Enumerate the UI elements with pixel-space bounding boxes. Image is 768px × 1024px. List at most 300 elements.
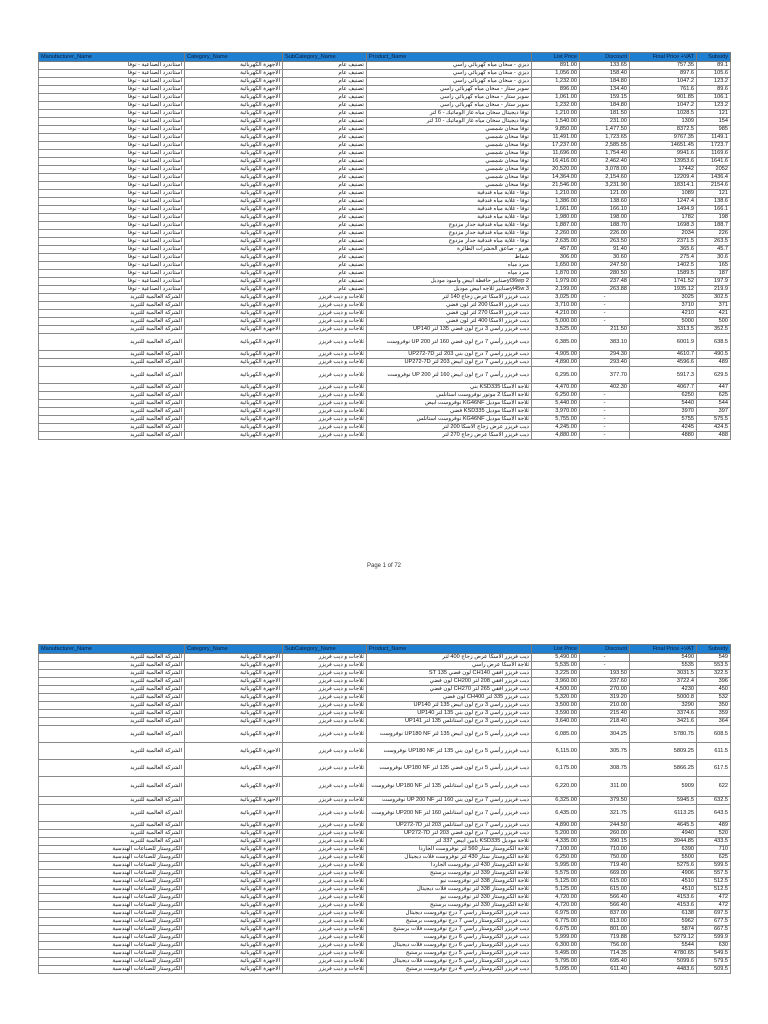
cell-manufacturer: الكتروستار للصناعات الهندسية (39, 926, 185, 934)
cell-subcategory: تصنيف عام (283, 102, 367, 110)
cell-product: توفا - غلاية مياه فندقية جدار مزدوج (367, 222, 532, 230)
cell-list-price: 4,880.00 (532, 432, 580, 440)
cell-subcategory: تصنيف عام (283, 78, 367, 86)
cell-discount: - (580, 400, 630, 408)
cell-category: الاجهزة الكهربائية (185, 118, 283, 126)
cell-manufacturer: الشركة العالمية للتبريد (39, 384, 185, 392)
cell-discount: - (580, 654, 630, 662)
cell-category: الاجهزة الكهربائية (185, 878, 283, 886)
cell-subcategory: ثلاجات و ديب فريزر (283, 838, 367, 846)
cell-discount: 188.70 (580, 222, 630, 230)
cell-subsidy: 1723.7 (697, 142, 731, 150)
cell-list-price: 1,232.00 (532, 78, 580, 86)
cell-subcategory: ثلاجات و ديب فريزر (283, 326, 367, 334)
cell-final-price: 1589.5 (630, 270, 697, 278)
cell-subsidy: 509.5 (697, 966, 731, 974)
cell-category: الاجهزة الكهربائية (185, 310, 283, 318)
cell-final-price: 4880 (630, 432, 697, 440)
cell-category: الاجهزة الكهربائية (185, 62, 283, 70)
cell-list-price: 3,590.00 (532, 710, 580, 718)
cell-category: الاجهزة الكهربائية (185, 254, 283, 262)
cell-discount: 280.50 (580, 270, 630, 278)
cell-manufacturer: الكتروستار للصناعات الهندسية (39, 846, 185, 854)
cell-subsidy: 630 (697, 942, 731, 950)
cell-product: توفا سخان شمسي (367, 126, 532, 134)
cell-product: سوبر ستار - سخان مياه كهربائي رأسي (367, 86, 532, 94)
cell-category: الاجهزة الكهربائية (185, 416, 283, 424)
cell-product: مبرد مياه (367, 262, 532, 270)
cell-list-price: 6,975.00 (532, 910, 580, 918)
cell-product: توفا ديجيتال سخان مياه غاز الوماتيك - 6 لتر (367, 110, 532, 118)
table-body (39, 62, 731, 440)
cell-category: الاجهزة الكهربائية (185, 384, 283, 392)
cell-subsidy: 45.7 (697, 246, 731, 254)
table-row (39, 118, 731, 126)
cell-list-price: 5,755.00 (532, 416, 580, 424)
table-row (39, 230, 731, 238)
cell-manufacturer: استاندرد الصناعية - توفا (39, 86, 185, 94)
cell-list-price: 5,495.00 (532, 950, 580, 958)
cell-subcategory: ثلاجات و ديب فريزر (283, 950, 367, 958)
cell-discount: 138.60 (580, 198, 630, 206)
cell-subcategory: تصنيف عام (283, 166, 367, 174)
cell-final-price: 5945.5 (630, 797, 697, 805)
cell-category: الاجهزة الكهربائية (185, 302, 283, 310)
cell-final-price: 6138 (630, 910, 697, 918)
cell-subcategory: ثلاجات و ديب فريزر (283, 310, 367, 318)
cell-manufacturer: الكتروستار للصناعات الهندسية (39, 886, 185, 894)
price-sheet-page-1 (38, 52, 730, 440)
cell-discount: 801.00 (580, 926, 630, 934)
cell-final-price: 6390 (630, 846, 697, 854)
cell-discount: - (580, 318, 630, 326)
cell-subsidy: 30.6 (697, 254, 731, 262)
table-row (39, 246, 731, 254)
cell-final-price: 2034 (630, 230, 697, 238)
cell-final-price: 3290 (630, 702, 697, 710)
cell-discount: 184.80 (580, 78, 630, 86)
table-row (39, 294, 731, 302)
cell-discount: 305.75 (580, 743, 630, 760)
cell-manufacturer: استاندرد الصناعية - توفا (39, 150, 185, 158)
cell-subcategory: تصنيف عام (283, 230, 367, 238)
cell-product: ثلاجة الكتروستار ستار 560 لتر نوفروست الجاردا (367, 846, 532, 854)
table-row (39, 686, 731, 694)
cell-discount: 566.40 (580, 894, 630, 902)
cell-manufacturer: الشركة العالمية للتبريد (39, 718, 185, 726)
cell-subcategory: ثلاجات و ديب فريزر (283, 934, 367, 942)
cell-list-price: 17,237.00 (532, 142, 580, 150)
cell-manufacturer: استاندرد الصناعية - توفا (39, 230, 185, 238)
cell-final-price: 4510 (630, 878, 697, 886)
cell-product: ديب فريزر رأسي 3 درج لون فضي 135 لتر UP140 (367, 326, 532, 334)
cell-discount: 566.40 (580, 902, 630, 910)
cell-subsidy: 629.5 (697, 367, 731, 384)
cell-subcategory: ثلاجات و ديب فريزر (283, 392, 367, 400)
cell-list-price: 1,056.00 (532, 70, 580, 78)
cell-manufacturer: استاندرد الصناعية - توفا (39, 262, 185, 270)
cell-manufacturer: الشركة العالمية للتبريد (39, 408, 185, 416)
cell-discount: - (580, 416, 630, 424)
table-row (39, 797, 731, 805)
cell-list-price: 4,890.00 (532, 359, 580, 367)
table-row (39, 822, 731, 830)
cell-subsidy: 1149.1 (697, 134, 731, 142)
cell-list-price: 5,125.00 (532, 878, 580, 886)
cell-discount: 237.60 (580, 678, 630, 686)
cell-list-price: 6,115.00 (532, 743, 580, 760)
cell-subsidy: 138.6 (697, 198, 731, 206)
cell-list-price: 11,696.00 (532, 150, 580, 158)
table-row (39, 934, 731, 942)
table-row (39, 670, 731, 678)
cell-category: الاجهزة الكهربائية (185, 805, 283, 822)
cell-manufacturer: استاندرد الصناعية - توفا (39, 62, 185, 70)
cell-subsidy: 549.5 (697, 950, 731, 958)
cell-manufacturer: الشركة العالمية للتبريد (39, 797, 185, 805)
cell-category: الاجهزة الكهربائية (185, 206, 283, 214)
cell-subsidy: 198 (697, 214, 731, 222)
cell-subcategory: ثلاجات و ديب فريزر (283, 408, 367, 416)
cell-product: ديب فريزر الكتروستار رأسي 7 درج نوفروست ديجيتال (367, 910, 532, 918)
header-final-price: Final Price +VAT (630, 645, 697, 654)
cell-subsidy: 302.5 (697, 294, 731, 302)
table-row (39, 270, 731, 278)
cell-list-price: 16,416.00 (532, 158, 580, 166)
cell-manufacturer: الكتروستار للصناعات الهندسية (39, 862, 185, 870)
cell-discount: 30.60 (580, 254, 630, 262)
cell-discount: 3,078.00 (580, 166, 630, 174)
cell-list-price: 2,260.00 (532, 230, 580, 238)
cell-product: ديب فريزر 335 لتر CH400 لون فضي (367, 694, 532, 702)
cell-final-price: 5000.8 (630, 694, 697, 702)
cell-product: ديب فريزر رأسي 7 درج لون استانلس 203 لتر UP272-7D (367, 822, 532, 830)
cell-product: ثلاجة الكتروستار 430 لتر نوفروست الجاردا (367, 862, 532, 870)
cell-final-price: 1089 (630, 190, 697, 198)
cell-product: ديب فريزر رأسي 7 درج لون فضي 160 لتر UP 200 نوفروست (367, 334, 532, 351)
cell-subcategory: ثلاجات و ديب فريزر (283, 760, 367, 777)
table-row (39, 214, 731, 222)
cell-manufacturer: الكتروستار للصناعات الهندسية (39, 966, 185, 974)
cell-manufacturer: الشركة العالمية للتبريد (39, 326, 185, 334)
cell-list-price: 1,061.00 (532, 94, 580, 102)
cell-list-price: 5,125.00 (532, 886, 580, 894)
cell-manufacturer: الكتروستار للصناعات الهندسية (39, 894, 185, 902)
cell-final-price: 761.6 (630, 86, 697, 94)
cell-manufacturer: الكتروستار للصناعات الهندسية (39, 854, 185, 862)
cell-category: الاجهزة الكهربائية (185, 702, 283, 710)
cell-discount: 91.40 (580, 246, 630, 254)
cell-discount: 695.40 (580, 958, 630, 966)
cell-product: ديب فريزر رأسي 7 درج لون استانلس 160 لتر UP200 NF نوفروست (367, 805, 532, 822)
table-row (39, 134, 731, 142)
cell-final-price: 2371.5 (630, 238, 697, 246)
cell-manufacturer: الشركة العالمية للتبريد (39, 392, 185, 400)
cell-final-price: 4245 (630, 424, 697, 432)
cell-final-price: 8372.5 (630, 126, 697, 134)
cell-category: الاجهزة الكهربائية (185, 760, 283, 777)
cell-discount: 813.00 (580, 918, 630, 926)
cell-subsidy: 489 (697, 822, 731, 830)
cell-manufacturer: استاندرد الصناعية - توفا (39, 246, 185, 254)
cell-list-price: 6,675.00 (532, 926, 580, 934)
cell-subcategory: تصنيف عام (283, 214, 367, 222)
cell-category: الاجهزة الكهربائية (185, 886, 283, 894)
cell-subsidy: 489 (697, 359, 731, 367)
cell-manufacturer: استاندرد الصناعية - توفا (39, 190, 185, 198)
cell-subcategory: ثلاجات و ديب فريزر (283, 351, 367, 359)
header-discount: Discount (580, 645, 630, 654)
table-row (39, 206, 731, 214)
cell-discount: 263.50 (580, 238, 630, 246)
table-row (39, 102, 731, 110)
cell-manufacturer: الشركة العالمية للتبريد (39, 302, 185, 310)
cell-final-price: 5909 (630, 777, 697, 797)
cell-final-price: 4153.6 (630, 902, 697, 910)
cell-list-price: 5,320.00 (532, 694, 580, 702)
cell-manufacturer: استاندرد الصناعية - توفا (39, 142, 185, 150)
cell-discount: 311.00 (580, 777, 630, 797)
cell-manufacturer: استاندرد الصناعية - توفا (39, 126, 185, 134)
cell-discount: 244.50 (580, 822, 630, 830)
cell-category: الاجهزة الكهربائية (185, 870, 283, 878)
cell-product: ديب فريزر عرض زجاج الاسكا 200 لتر (367, 424, 532, 432)
cell-product: سوبر ستار - سخان مياه كهربائي رأسي (367, 94, 532, 102)
cell-final-price: 3025 (630, 294, 697, 302)
cell-category: الاجهزة الكهربائية (185, 392, 283, 400)
cell-manufacturer: الشركة العالمية للتبريد (39, 432, 185, 440)
cell-final-price: 901.85 (630, 94, 697, 102)
cell-list-price: 3,025.00 (532, 294, 580, 302)
cell-discount: 2,585.55 (580, 142, 630, 150)
cell-product: ديزي - سخان مياه كهربائي رأسي (367, 78, 532, 86)
cell-final-price: 4067.7 (630, 384, 697, 392)
cell-list-price: 5,795.00 (532, 958, 580, 966)
cell-list-price: 1,210.00 (532, 110, 580, 118)
cell-list-price: 3,970.00 (532, 408, 580, 416)
cell-category: الاجهزة الكهربائية (185, 174, 283, 182)
cell-subsidy: 2052 (697, 166, 731, 174)
cell-product: ديب فريزر الاسكا عرض زجاج 270 لتر (367, 432, 532, 440)
cell-final-price: 365.6 (630, 246, 697, 254)
cell-subsidy: 638.5 (697, 334, 731, 351)
cell-category: الاجهزة الكهربائية (185, 262, 283, 270)
cell-manufacturer: الشركة العالمية للتبريد (39, 678, 185, 686)
cell-product: توفا سخان شمسي (367, 158, 532, 166)
table-row (39, 777, 731, 797)
cell-manufacturer: استاندرد الصناعية - توفا (39, 158, 185, 166)
cell-product: ديب فريزر الاسكا عرض زجاج 140 لتر (367, 294, 532, 302)
cell-final-price: 5544 (630, 942, 697, 950)
cell-subsidy: 1169.6 (697, 150, 731, 158)
cell-manufacturer: استاندرد الصناعية - توفا (39, 174, 185, 182)
cell-manufacturer: استاندرد الصناعية - توفا (39, 286, 185, 294)
table-row (39, 678, 731, 686)
cell-category: الاجهزة الكهربائية (185, 424, 283, 432)
cell-manufacturer: الشركة العالمية للتبريد (39, 726, 185, 743)
cell-discount: 218.40 (580, 718, 630, 726)
cell-final-price: 5780.75 (630, 726, 697, 743)
cell-subsidy: 397 (697, 408, 731, 416)
cell-product: ديب فريزر رأسي 5 درج لون ابيض 135 لتر UP180 NF نوفروست (367, 726, 532, 743)
cell-final-price: 5440 (630, 400, 697, 408)
cell-list-price: 6,175.00 (532, 760, 580, 777)
cell-product: ديب فريزر أفقي 208 لتر CH200 لون فضي (367, 678, 532, 686)
cell-product: ثلاجة الاسكا 2 موتور نوفروست استانلس (367, 392, 532, 400)
cell-subcategory: تصنيف عام (283, 286, 367, 294)
cell-final-price: 4906 (630, 870, 697, 878)
cell-subcategory: ثلاجات و ديب فريزر (283, 654, 367, 662)
cell-discount: 615.00 (580, 878, 630, 886)
table-row (39, 182, 731, 190)
table-row (39, 254, 731, 262)
cell-manufacturer: الكتروستار للصناعات الهندسية (39, 950, 185, 958)
cell-subcategory: تصنيف عام (283, 198, 367, 206)
cell-manufacturer: استاندرد الصناعية - توفا (39, 118, 185, 126)
cell-product: ديب فريزر رأسي 7 درج لون ابيض 203 لتر UP272-7D (367, 359, 532, 367)
cell-discount: 321.75 (580, 805, 630, 822)
cell-product: ديب فريزر أفقي CH140 لون فضي 135 ST (367, 670, 532, 678)
cell-manufacturer: استاندرد الصناعية - توفا (39, 238, 185, 246)
cell-subcategory: ثلاجات و ديب فريزر (283, 662, 367, 670)
table-row (39, 886, 731, 894)
cell-list-price: 6,775.00 (532, 918, 580, 926)
table-row (39, 238, 731, 246)
cell-subcategory: تصنيف عام (283, 246, 367, 254)
cell-list-price: 3,640.00 (532, 718, 580, 726)
cell-list-price: 5,535.00 (532, 662, 580, 670)
cell-list-price: 891.00 (532, 62, 580, 70)
cell-product: ديب فريزر رأسي 5 درج لون استانلس 135 لتر UP180 NF نوفروست (367, 777, 532, 797)
cell-discount: 237.48 (580, 278, 630, 286)
cell-discount: - (580, 392, 630, 400)
cell-discount: 226.00 (580, 230, 630, 238)
cell-subcategory: تصنيف عام (283, 70, 367, 78)
cell-subcategory: ثلاجات و ديب فريزر (283, 894, 367, 902)
cell-category: الاجهزة الكهربائية (185, 934, 283, 942)
table-row (39, 70, 731, 78)
cell-manufacturer: الشركة العالمية للتبريد (39, 822, 185, 830)
cell-discount: - (580, 310, 630, 318)
cell-subcategory: ثلاجات و ديب فريزر (283, 424, 367, 432)
cell-subcategory: تصنيف عام (283, 190, 367, 198)
cell-final-price: 5809.25 (630, 743, 697, 760)
cell-product: ديب فريزر رأسي 3 درج لون ابيض 135 لتر UP140 (367, 702, 532, 710)
cell-category: الاجهزة الكهربائية (185, 797, 283, 805)
cell-final-price: 5535 (630, 662, 697, 670)
cell-subcategory: تصنيف عام (283, 278, 367, 286)
cell-list-price: 6,300.00 (532, 942, 580, 950)
cell-final-price: 4210 (630, 310, 697, 318)
cell-subsidy: 608.5 (697, 726, 731, 743)
cell-subsidy: 710 (697, 846, 731, 854)
cell-subcategory: ثلاجات و ديب فريزر (283, 966, 367, 974)
cell-category: الاجهزة الكهربائية (185, 110, 283, 118)
cell-final-price: 1782 (630, 214, 697, 222)
cell-manufacturer: الشركة العالمية للتبريد (39, 424, 185, 432)
cell-manufacturer: الشركة العالمية للتبريد (39, 416, 185, 424)
cell-subcategory: ثلاجات و ديب فريزر (283, 710, 367, 718)
cell-discount: - (580, 662, 630, 670)
cell-subsidy: 219.9 (697, 286, 731, 294)
cell-discount: 1,754.40 (580, 150, 630, 158)
cell-subcategory: تصنيف عام (283, 158, 367, 166)
table-row (39, 351, 731, 359)
table-row (39, 743, 731, 760)
cell-list-price: 5,440.00 (532, 400, 580, 408)
cell-product: توفا - غلاية مياه فندقية (367, 190, 532, 198)
cell-discount: 193.50 (580, 670, 630, 678)
cell-discount: 837.00 (580, 910, 630, 918)
cell-product: ثلاجة الكتروستار ستار 430 لتر نوفروست فلات ديجيتال (367, 854, 532, 862)
cell-list-price: 6,435.00 (532, 805, 580, 822)
table-row (39, 710, 731, 718)
cell-category: الاجهزة الكهربائية (185, 318, 283, 326)
cell-subsidy: 2154.6 (697, 182, 731, 190)
cell-subsidy: 472 (697, 894, 731, 902)
cell-subcategory: ثلاجات و ديب فريزر (283, 926, 367, 934)
cell-list-price: 4,890.00 (532, 822, 580, 830)
cell-product: ثلاجة الكتروستار 330 لتر نوفروست نيو (367, 894, 532, 902)
table-body (39, 654, 731, 974)
cell-final-price: 1047.2 (630, 78, 697, 86)
cell-subcategory: ثلاجات و ديب فريزر (283, 670, 367, 678)
cell-subcategory: ثلاجات و ديب فريزر (283, 846, 367, 854)
table-row (39, 326, 731, 334)
cell-discount: 166.10 (580, 206, 630, 214)
table-row (39, 966, 731, 974)
cell-subcategory: تصنيف عام (283, 222, 367, 230)
cell-subcategory: تصنيف عام (283, 238, 367, 246)
cell-discount: 231.00 (580, 118, 630, 126)
header-subcategory: SubCategory_Name (283, 645, 367, 654)
cell-product: توفا - غلاية مياه فندقية (367, 198, 532, 206)
cell-subcategory: تصنيف عام (283, 126, 367, 134)
cell-list-price: 1,210.00 (532, 190, 580, 198)
table-row (39, 694, 731, 702)
cell-category: الاجهزة الكهربائية (185, 190, 283, 198)
cell-discount: 719.40 (580, 862, 630, 870)
cell-subcategory: ثلاجات و ديب فريزر (283, 367, 367, 384)
table-row (39, 94, 731, 102)
cell-category: الاجهزة الكهربائية (185, 678, 283, 686)
cell-discount: - (580, 432, 630, 440)
table-row (39, 262, 731, 270)
table-row (39, 760, 731, 777)
cell-product: توفا ديجيتال سخان مياه غاز الوماتيك - 10 لتر (367, 118, 532, 126)
cell-product: ديب فريزر الاسكا 200 لتر لون فضي (367, 302, 532, 310)
table-row (39, 150, 731, 158)
cell-subcategory: ثلاجات و ديب فريزر (283, 400, 367, 408)
cell-product: سوبر ستار - سخان مياه كهربائي رأسي (367, 102, 532, 110)
cell-category: الاجهزة الكهربائية (185, 694, 283, 702)
table-row (39, 78, 731, 86)
cell-manufacturer: الشركة العالمية للتبريد (39, 760, 185, 777)
cell-discount: 121.00 (580, 190, 630, 198)
cell-final-price: 1247.4 (630, 198, 697, 206)
cell-category: الاجهزة الكهربائية (185, 351, 283, 359)
table-row (39, 190, 731, 198)
cell-list-price: 896.00 (532, 86, 580, 94)
cell-list-price: 1,661.00 (532, 206, 580, 214)
cell-subsidy: 617.5 (697, 760, 731, 777)
cell-manufacturer: استاندرد الصناعية - توفا (39, 134, 185, 142)
cell-subcategory: ثلاجات و ديب فريزر (283, 854, 367, 862)
cell-subsidy: 106.1 (697, 94, 731, 102)
cell-category: الاجهزة الكهربائية (185, 958, 283, 966)
table-header-row (39, 645, 731, 654)
cell-subsidy: 424.5 (697, 424, 731, 432)
